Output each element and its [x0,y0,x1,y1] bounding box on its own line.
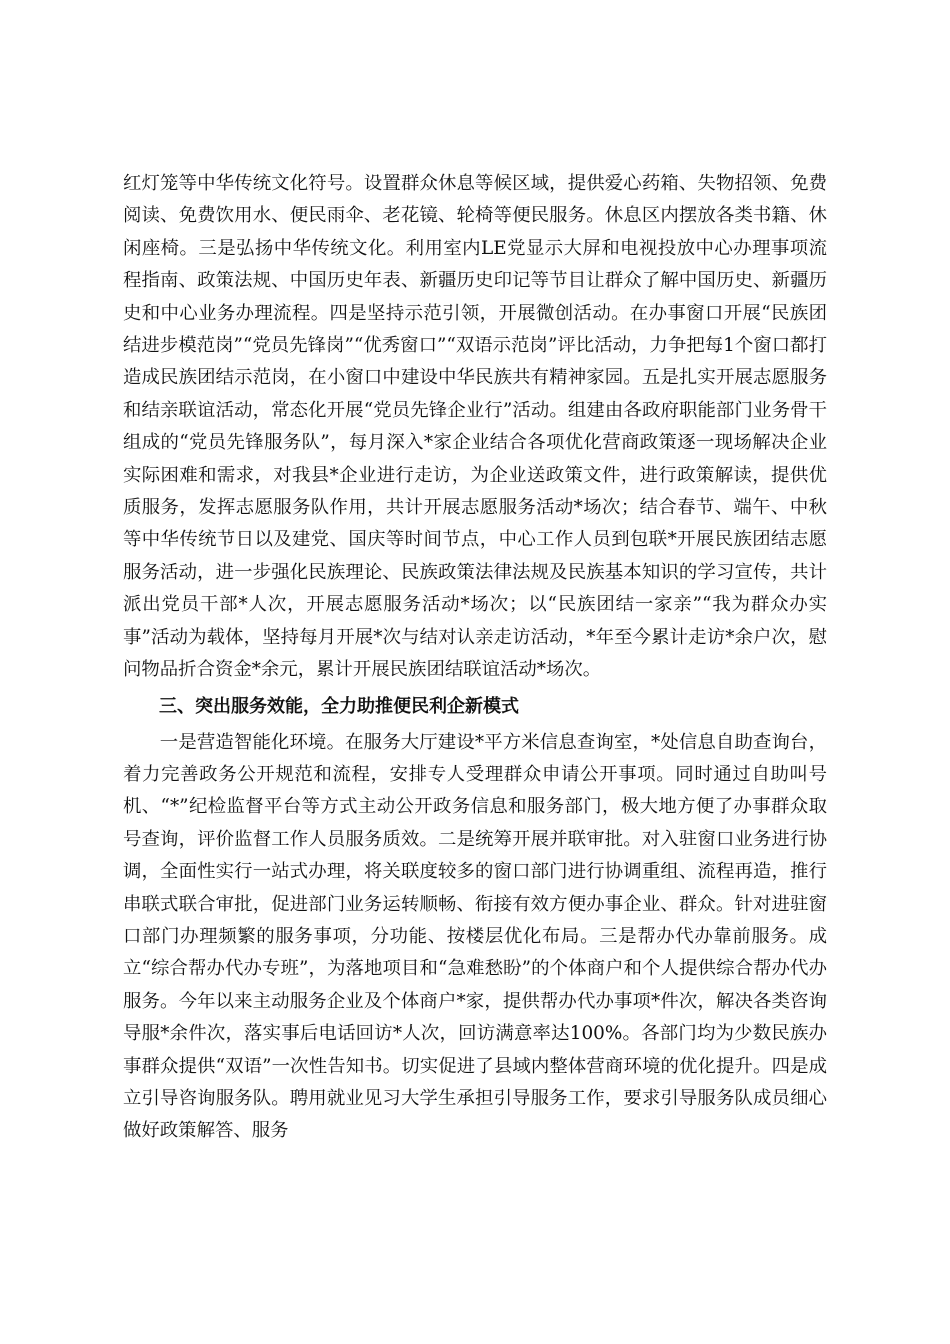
section-heading: 三、突出服务效能，全力助推便民利企新模式 [159,695,519,717]
body-paragraph-continued: 红灯笼等中华传统文化符号。设置群众休息等候区域，提供爱心药箱、失物招领、免费阅读、免费饮用水、便民雨伞、老花镜、轮椅等便民服务。休息区内摆放各类书籍、休闲座椅。三是弘扬中华传统文化。利用室内LE党显示大屏和电视投放中心办理事项流程指南、政策法规、中国历史年表、新疆历史印记等节目让群众了解中国历史、新疆历史和中心业务办理流程。四是坚持示范引领，开展微创活动。在办事窗口开展“民族团结进步模范岗”“党员先锋岗”“优秀窗口”“双语示范岗”评比活动，力争把每1个窗口都打造成民族团结示范岗，在小窗口中建设中华民族共有精神家园。五是扎实开展志愿服务和结亲联谊活动，常态化开展“党员先锋企业行”活动。组建由各政府职能部门业务骨干组成的“党员先锋服务队”，每月深入*家企业结合各项优化营商政策逐一现场解决企业实际困难和需求，对我县*企业进行走访，为企业送政策文件，进行政策解读，提供优质服务，发挥志愿服务队作用，共计开展志愿服务活动*场次；结合春节、端午、中秋等中华传统节日以及建党、国庆等时间节点，中心工作人员到包联*开展民族团结志愿服务活动，进一步强化民族理论、民族政策法律法规及民族基本知识的学习宣传，共计派出党员干部*人次，开展志愿服务活动*场次；以“民族团结一家亲”“我为群众办实事”活动为载体，坚持每月开展*次与结对认亲走访活动，*年至今累计走访*余户次，慰问物品折合资金*余元，累计开展民族团结联谊活动*场次。 [123,173,827,681]
document-page [123,168,827,1148]
body-paragraph-section3: 一是营造智能化环境。在服务大厅建设*平方米信息查询室，*处信息自助查询台，着力完善政务公开规范和流程，安排专人受理群众申请公开事项。同时通过自助叫号机、“*”纪检监督平台等方式主动公开政务信息和服务部门，极大地方便了办事群众取号查询，评价监督工作人员服务质效。二是统筹开展并联审批。对入驻窗口业务进行协调，全面性实行一站式办理，将关联度较多的窗口部门进行协调重组、流程再造，推行串联式联合审批，促进部门业务运转顺畅、衔接有效方便办事企业、群众。针对进驻窗口部门办理频繁的服务事项，分功能、按楼层优化布局。三是帮办代办靠前服务。成立“综合帮办代办专班”，为落地项目和“急难愁盼”的个体商户和个人提供综合帮办代办服务。今年以来主动服务企业及个体商户*家，提供帮办代办事项*件次，解决各类咨询导服*余件次，落实事后电话回访*人次，回访满意率达100%。各部门均为少数民族办事群众提供“双语”一次性告知书。切实促进了县域内整体营商环境的优化提升。四是成立引导咨询服务队。聘用就业见习大学生承担引导服务工作，要求引导服务队成员细心做好政策解答、服务 [123,731,827,1142]
